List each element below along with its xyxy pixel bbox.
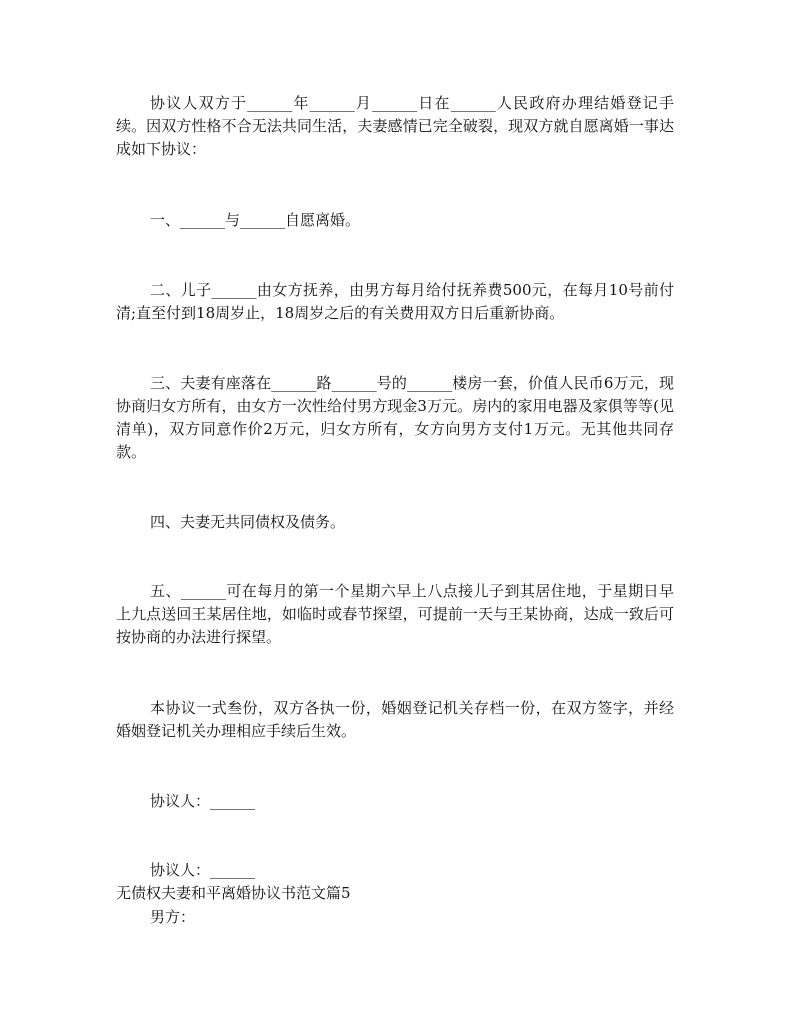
- signature-line-2: 协议人：______: [150, 861, 256, 879]
- next-section-first-line: 男方：: [150, 908, 196, 926]
- next-section-title: 无债权夫妻和平离婚协议书范文篇5: [116, 884, 351, 902]
- paragraph-clause-2: 二、儿子______由女方抚养，由男方每月给付抚养费500元，在每月10号前付清;直至付到18周岁止，18周岁之后的有关费用双方日后重新协商。: [116, 281, 674, 322]
- paragraph-clause-3: 三、夫妻有座落在______路______号的______楼房一套，价值人民币6万元，现协商归女方所有，由女方一次性给付男方现金3万元。房内的家用电器及家俱等等(见清单)，双方同意作价2万元，归女方所有，女方向男方支付1万元。无其他共同存款。: [116, 374, 674, 461]
- paragraph-clause-1: 一、______与______自愿离婚。: [150, 211, 361, 229]
- paragraph-intro: 协议人双方于______年______月______日在______人民政府办理结婚登记手续。因双方性格不合无法共同生活，夫妻感情已完全破裂，现双方就自愿离婚一事达成如下协议：: [116, 94, 674, 158]
- paragraph-clause-5: 五、______可在每月的第一个星期六早上八点接儿子到其居住地，于星期日早上九点送回王某居住地，如临时或春节探望，可提前一天与王某协商，达成一致后可按协商的办法进行探望。: [116, 582, 674, 646]
- signature-line-1: 协议人：______: [150, 792, 256, 810]
- paragraph-validity: 本协议一式叁份，双方各执一份，婚姻登记机关存档一份，在双方签字，并经婚姻登记机关办理相应手续后生效。: [116, 699, 674, 740]
- paragraph-clause-4: 四、夫妻无共同债权及债务。: [150, 513, 346, 531]
